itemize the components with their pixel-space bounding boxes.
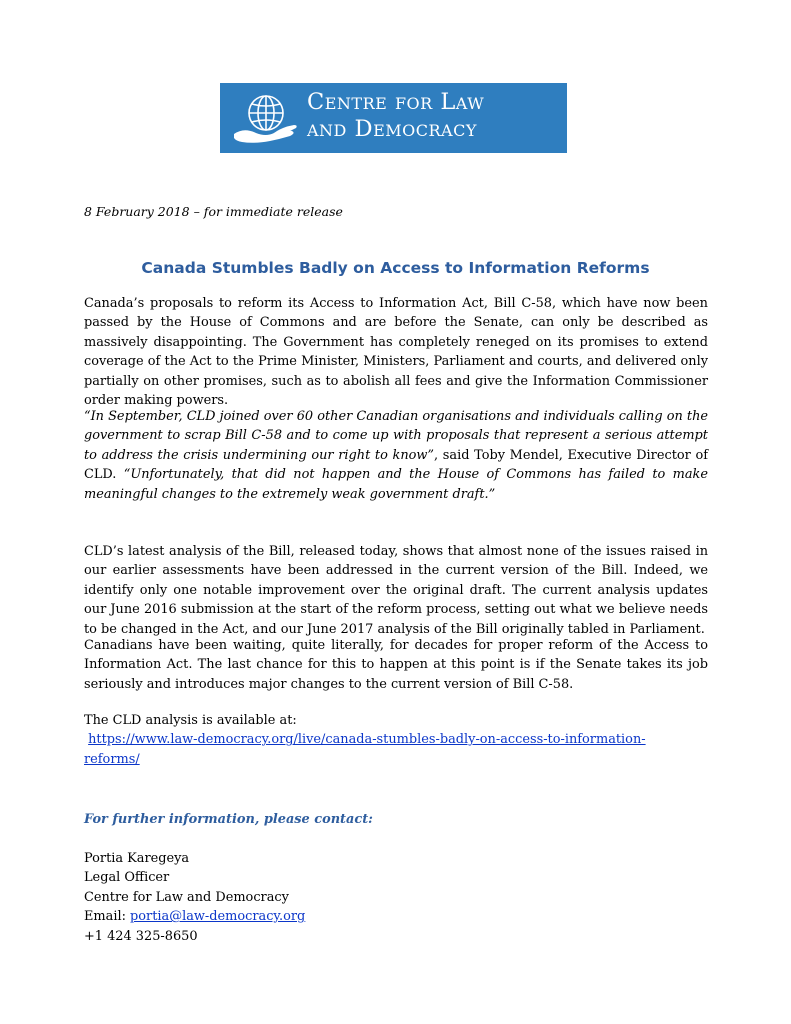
contact-phone: +1 424 325-8650 <box>84 928 198 944</box>
analysis-link-line-1: https://www.law-democracy.org/live/canada-stumbles-badly-on-access-to-information- <box>88 732 646 748</box>
contact-email-link[interactable]: portia@law-democracy.org <box>130 909 306 925</box>
paragraph-senate: Canadians have been waiting, quite literally, for decades for proper reform of the Access to Information Act. The last chance for this to happen at this point is if the Senate takes its job seriously and introduces major changes to the current version of Bill C-58. <box>84 638 708 692</box>
contact-org: Centre for Law and Democracy <box>84 889 289 905</box>
contact-name: Portia Karegeya <box>84 851 190 866</box>
logo-line-2: and Democracy <box>307 116 477 142</box>
press-release-title: Canada Stumbles Badly on Access to Information Reforms <box>141 259 650 277</box>
contact-block <box>84 849 305 946</box>
contact-role: Legal Officer <box>84 870 170 886</box>
paragraph-availability <box>84 711 708 769</box>
quote-part-2: “Unfortunately, that did not happen and the House of Commons has failed to make meaningful changes to the extremely weak government draft.” <box>84 467 708 502</box>
contact-heading: For further information, please contact: <box>84 812 373 827</box>
quote-attribution: , said Toby Mendel, Executive Director of CLD. <box>84 447 708 483</box>
cld-logo <box>220 83 567 153</box>
release-date: 8 February 2018 – for immediate release <box>84 204 343 219</box>
analysis-link[interactable] <box>84 732 646 766</box>
email-label: Email: <box>84 909 126 925</box>
quote-part-1: “In September, CLD joined over 60 other Canadian organisations and individuals calling on the government to scrap Bill C-58 and to come up with proposals that represent a serious attempt to address the crisis undermining our right to know” <box>84 409 708 463</box>
paragraph-analysis: CLD’s latest analysis of the Bill, released today, shows that almost none of the issues raised in our earlier assessments have been addressed in the current version of the Bill. Indeed, we identify only one notable improvement over the original draft. The current analysis updates our June 2016 submission at the start of the reform process, setting out what we believe needs to be changed in the Act, and our June 2017 analysis of the Bill originally tabled in Parliament. <box>84 544 708 637</box>
paragraph-intro: Canada’s proposals to reform its Access to Information Act, Bill C-58, which have now been passed by the House of Commons and are before the Senate, can only be described as massively disappointing. The Government has completely reneged on its promises to extend coverage of the Act to the Prime Minister, Ministers, Parliament and courts, and delivered only partially on other promises, such as to abolish all fees and give the Information Commissioner order making powers. <box>84 296 708 409</box>
analysis-link-line-2: reforms/ <box>84 751 140 767</box>
logo-line-1: Centre for Law <box>307 89 485 115</box>
availability-text: The CLD analysis is available at: <box>84 713 297 728</box>
paragraph-quote <box>84 407 708 504</box>
logo-wordmark <box>307 89 484 143</box>
globe-hand-icon <box>230 87 302 149</box>
contact-email-row <box>84 907 305 926</box>
